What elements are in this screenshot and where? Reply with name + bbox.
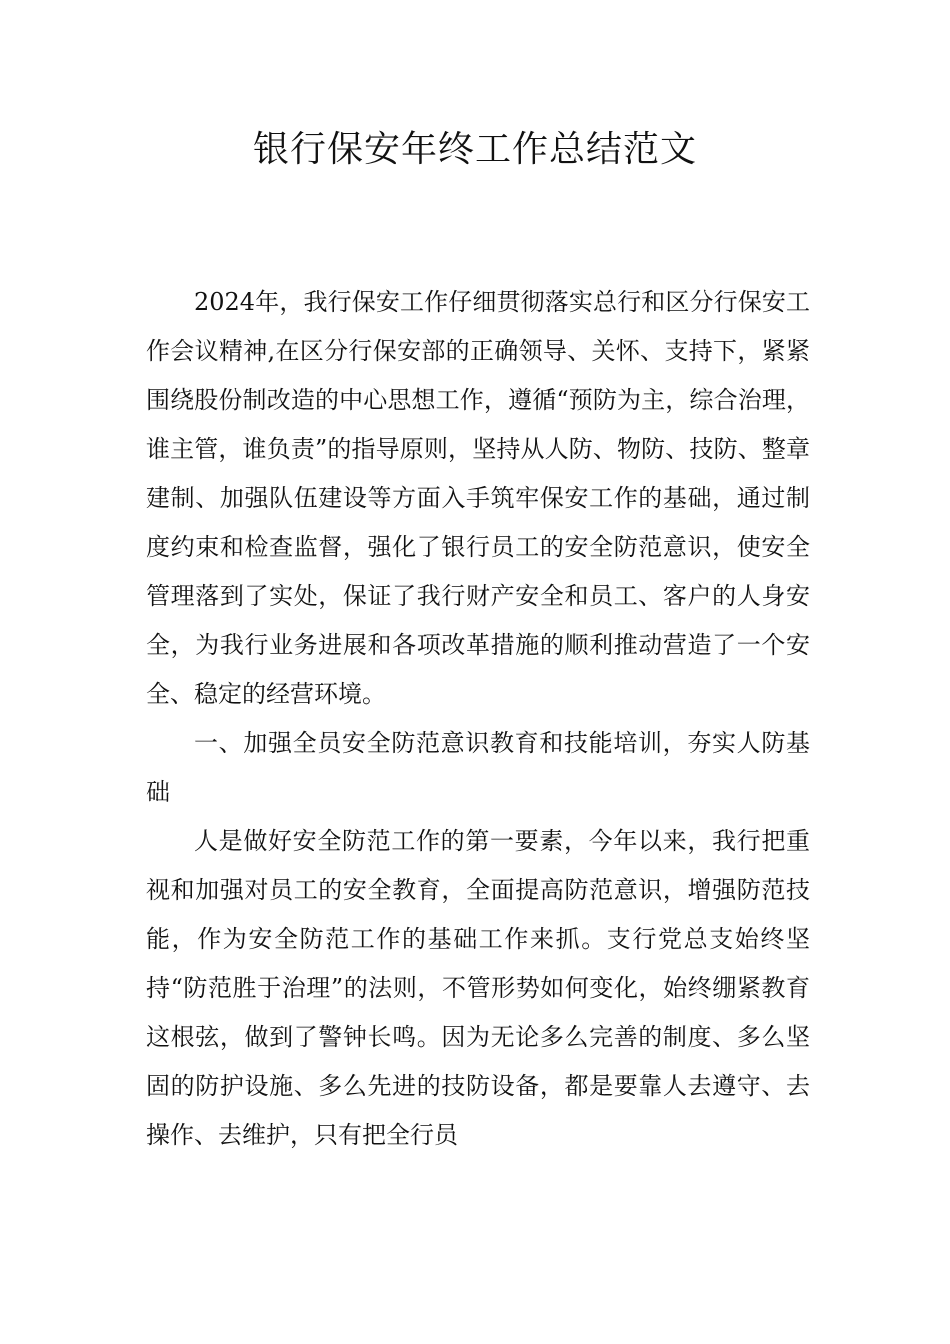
document-title: 银行保安年终工作总结范文 xyxy=(252,129,697,170)
paragraph-intro: 2024年，我行保安工作仔细贯彻落实总行和区分行保安工作会议精神,在区分行保安部的正确领导、关怀、支持下，紧紧围绕股份制改造的中心思想工作，遵循“预防为主，综合治理，谁主管，谁负责”的指导原则，坚持从人防、物防、技防、整章建制、加强队伍建设等方面入手筑牢保安工作的基础，通过制度约束和检查监督，强化了银行员工的安全防范意识，使安全管理落到了实处，保证了我行财产安全和员工、客户的人身安全，为我行业务进展和各项改革措施的顺利推动营造了一个安全、稳定的经营环境。 xyxy=(146,288,810,708)
paragraph-section-1: 人是做好安全防范工作的第一要素，今年以来，我行把重视和加强对员工的安全教育，全面提高防范意识，增强防范技能，作为安全防范工作的基础工作来抓。支行党总支始终坚持“防范胜于治理”的法则，不管形势如何变化，始终绷紧教育这根弦，做到了警钟长鸣。因为无论多么完善的制度、多么坚固的防护设施、多么先进的技防设备，都是要靠人去遵守、去操作、去维护，只有把全行员 xyxy=(146,827,810,1149)
document-body xyxy=(146,278,810,1160)
section-heading-1: 一、加强全员安全防范意识教育和技能培训，夯实人防基础 xyxy=(146,729,810,806)
